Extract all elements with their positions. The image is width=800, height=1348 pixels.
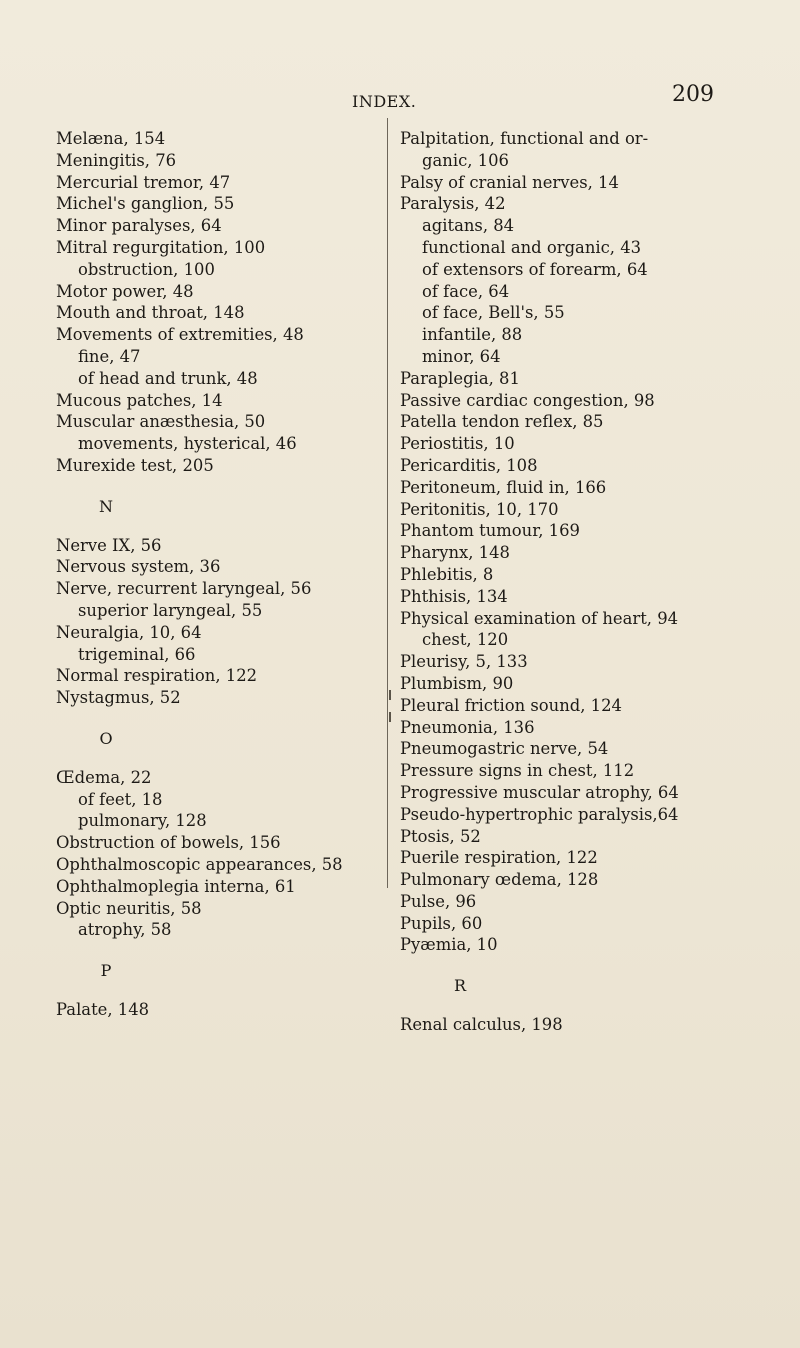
index-subentry: fine, 47 [78,346,141,366]
index-entry: Pupils, 60 [400,913,483,933]
index-subentry: chest, 120 [422,630,509,650]
index-entry: Obstruction of bowels, 156 [56,833,281,853]
index-entry: Peritoneum, fluid in, 166 [400,477,607,497]
index-subentry: ganic, 106 [422,150,509,170]
index-subentry: infantile, 88 [422,325,523,345]
index-entry: Meningitis, 76 [56,150,177,170]
index-entry: Pleural friction sound, 124 [400,695,622,715]
index-entry: Motor power, 48 [56,281,194,301]
index-entry: Phlebitis, 8 [400,564,494,584]
index-subentry: of face, Bell's, 55 [422,303,565,323]
index-entry: Mercurial tremor, 47 [56,172,231,192]
index-subentry: obstruction, 100 [78,259,215,279]
index-entry: Phthisis, 134 [400,586,508,606]
index-entry: Pneumonia, 136 [400,717,535,737]
index-entry: Ophthalmoscopic appearances, 58 [56,854,343,874]
index-entry: Pharynx, 148 [400,543,510,563]
index-entry: Pressure signs in chest, 112 [400,761,635,781]
index-column-right [400,128,745,1036]
index-entry: Nystagmus, 52 [56,688,181,708]
index-entry: Renal calculus, 198 [400,1015,563,1035]
index-entry: Palate, 148 [56,999,150,1019]
index-entry: Minor paralyses, 64 [56,216,222,236]
index-entry: Pyæmia, 10 [400,935,498,955]
index-entry: Michel's ganglion, 55 [56,194,235,214]
index-subentry: of extensors of forearm, 64 [422,259,648,279]
index-entry: Œdema, 22 [56,767,152,787]
section-letter: N [99,496,113,516]
index-subentry: trigeminal, 66 [78,644,196,664]
index-subentry: minor, 64 [422,346,501,366]
index-entry: Paraplegia, 81 [400,368,520,388]
index-subentry: of feet, 18 [78,789,163,809]
index-entry: Phantom tumour, 169 [400,521,580,541]
index-entry: Neuralgia, 10, 64 [56,622,202,642]
index-subentry: pulmonary, 128 [78,811,207,831]
index-entry: Pneumogastric nerve, 54 [400,739,609,759]
index-entry: Paralysis, 42 [400,194,506,214]
index-subentry: functional and organic, 43 [422,237,642,257]
index-entry: Mucous patches, 14 [56,390,223,410]
index-entry: Murexide test, 205 [56,455,214,475]
index-entry: Puerile respiration, 122 [400,848,598,868]
index-entry: Peritonitis, 10, 170 [400,499,559,519]
index-subentry: of face, 64 [422,281,510,301]
section-letter: O [99,728,113,748]
index-entry: Pericarditis, 108 [400,455,538,475]
index-entry: Pseudo-hypertrophic paralysis,64 [400,804,679,824]
index-entry: Palsy of cranial nerves, 14 [400,172,619,192]
index-entry: Ophthalmoplegia interna, 61 [56,876,296,896]
index-entry: Nerve IX, 56 [56,535,162,555]
index-entry: Pulmonary œdema, 128 [400,870,599,890]
index-entry: Ptosis, 52 [400,826,481,846]
index-entry: Muscular anæsthesia, 50 [56,412,266,432]
index-column-left [56,128,396,1021]
index-entry: Plumbism, 90 [400,673,514,693]
index-entry: Melæna, 154 [56,129,166,148]
index-entry: Nervous system, 36 [56,557,221,577]
index-entry: Patella tendon reflex, 85 [400,412,604,432]
index-entry: Passive cardiac congestion, 98 [400,390,655,410]
index-entry: Periostitis, 10 [400,434,515,454]
index-subentry: of head and trunk, 48 [78,368,258,388]
index-entry: Pulse, 96 [400,891,477,911]
page-title: INDEX. [352,92,417,111]
index-subentry: superior laryngeal, 55 [78,600,263,620]
index-entry: Nerve, recurrent laryngeal, 56 [56,579,312,599]
index-subentry: movements, hysterical, 46 [78,434,297,454]
index-subentry: agitans, 84 [422,216,515,236]
index-entry: Normal respiration, 122 [56,666,258,686]
section-letter: P [100,961,112,981]
page-number: 209 [672,82,714,107]
index-entry: Movements of extremities, 48 [56,325,304,345]
running-head [0,82,800,118]
index-entry: Palpitation, functional and or- [400,129,649,148]
index-entry: Mouth and throat, 148 [56,303,245,323]
index-subentry: atrophy, 58 [78,920,172,940]
index-entry: Pleurisy, 5, 133 [400,652,528,672]
index-entry: Physical examination of heart, 94 [400,608,679,628]
section-letter: R [453,976,467,996]
index-entry: Optic neuritis, 58 [56,898,202,918]
index-entry: Mitral regurgitation, 100 [56,237,266,257]
index-entry: Progressive muscular atrophy, 64 [400,782,679,802]
